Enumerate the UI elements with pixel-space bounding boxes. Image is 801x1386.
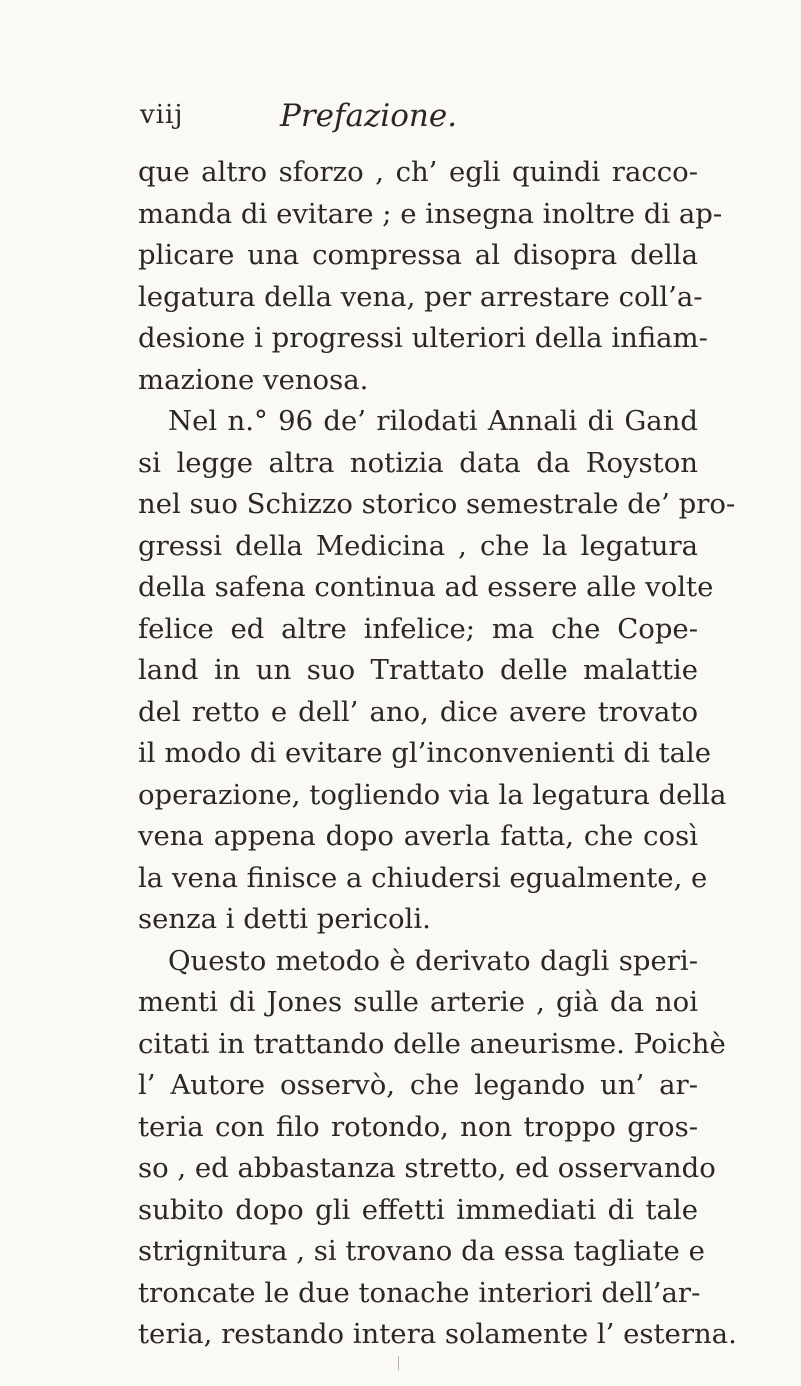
text-line: si legge altra notizia data da Royston <box>138 446 698 479</box>
text-line: teria con filo rotondo, non troppo gros- <box>138 1110 698 1143</box>
text-line: strignitura , si trovano da essa tagliate e <box>138 1235 705 1267</box>
text-line: teria, restando intera solamente l’ esterna. <box>138 1318 737 1350</box>
text-line: desione i progressi ulteriori della infiam- <box>138 322 708 354</box>
text-line: so , ed abbastanza stretto, ed osservando <box>138 1152 716 1184</box>
text-line: vena appena dopo averla fatta, che così <box>138 820 698 852</box>
text-line: legatura della vena, per arrestare coll’a- <box>138 280 703 313</box>
text-line: citati in trattando delle aneurisme. Poichè <box>138 1027 726 1060</box>
text-line: gressi della Medicina , che la legatura <box>138 529 698 562</box>
paper-mark <box>398 1356 399 1370</box>
body-text <box>138 152 737 1356</box>
text-line: nel suo Schizzo storico semestrale de’ pro- <box>138 488 736 520</box>
text-line: operazione, togliendo via la legatura della <box>138 778 727 811</box>
text-line: Nel n.° 96 de’ rilodati Annali di Gand <box>168 405 698 437</box>
text-line: la vena finisce a chiudersi egualmente, e <box>138 861 708 894</box>
text-line: del retto e dell’ ano, dice avere trovato <box>138 695 698 728</box>
text-line: subito dopo gli effetti immediati di tale <box>138 1193 698 1226</box>
text-line: della safena continua ad essere alle volte <box>138 571 714 603</box>
text-line: mazione venosa. <box>138 363 369 396</box>
text-line: troncate le due tonache interiori dell’ar- <box>138 1276 701 1309</box>
text-line: l’ Autore osservò, che legando un’ ar- <box>138 1069 698 1101</box>
text-line: menti di Jones sulle arterie , già da noi <box>138 986 698 1018</box>
running-head: Prefazione. <box>280 98 458 134</box>
text-line: que altro sforzo , ch’ egli quindi racco- <box>138 156 698 188</box>
page-header <box>140 98 700 138</box>
text-line: plicare una compressa al disopra della <box>138 239 698 271</box>
text-line: land in un suo Trattato delle malattie <box>138 654 698 686</box>
page-number: viij <box>140 100 184 130</box>
text-line: senza i detti pericoli. <box>138 903 431 935</box>
text-line: Questo metodo è derivato dagli speri- <box>168 944 698 977</box>
text-line: il modo di evitare gl’inconvenienti di tale <box>138 737 712 769</box>
text-line: manda di evitare ; e insegna inoltre di ap- <box>138 197 723 230</box>
text-line: felice ed altre infelice; ma che Cope- <box>138 612 698 645</box>
